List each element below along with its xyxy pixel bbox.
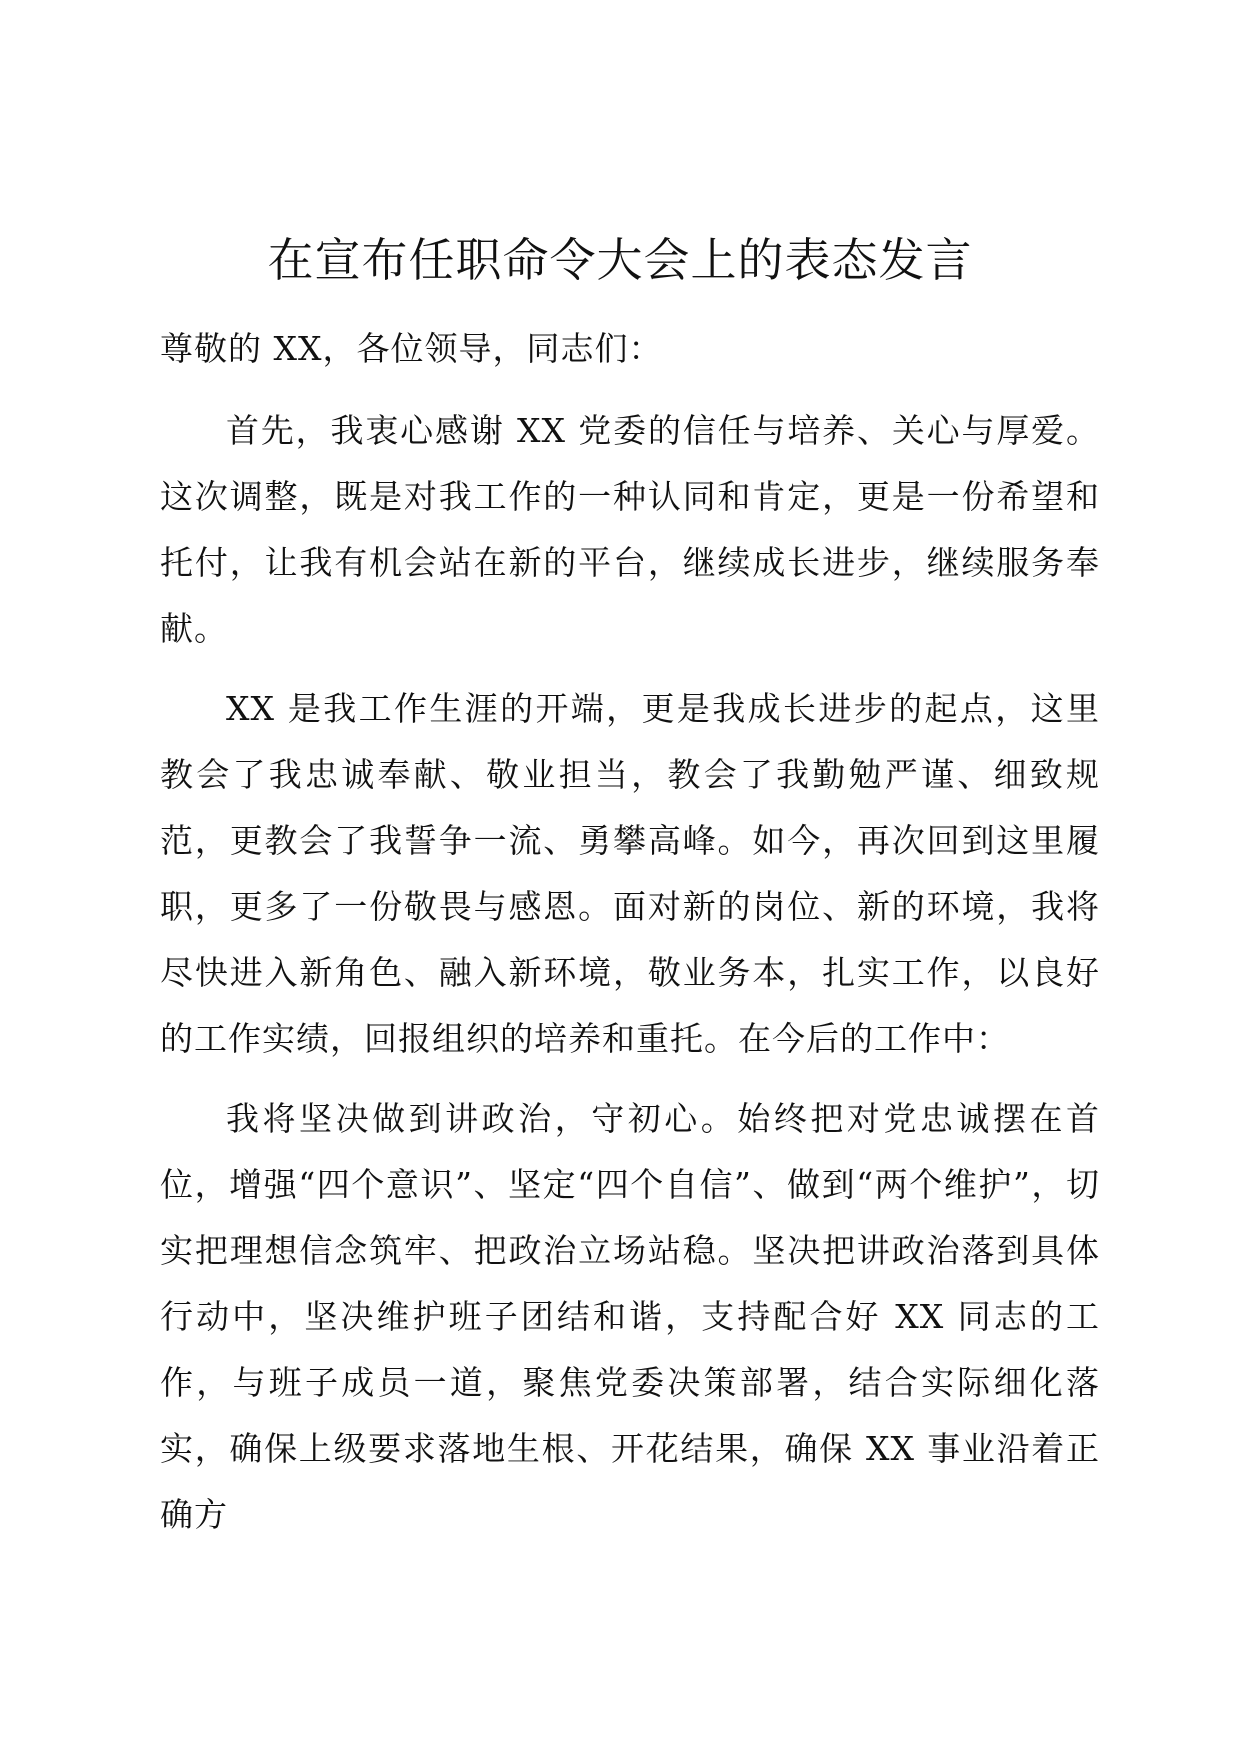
paragraph-gratitude: 首先，我衷心感谢 XX 党委的信任与培养、关心与厚爱。这次调整，既是对我工作的一种认同和肯定，更是一份希望和托付，让我有机会站在新的平台，继续成长进步，继续服务奉献。 — [160, 411, 1100, 648]
paragraph-career-origin: XX 是我工作生涯的开端，更是我成长进步的起点，这里教会了我忠诚奉献、敬业担当，教会了我勤勉严谨、细致规范，更教会了我誓争一流、勇攀高峰。如今，再次回到这里履职，更多了一份敬畏与感恩。面对新的岗位、新的环境，我将尽快进入新角色、融入新环境，敬业务本，扎实工作，以良好的工作实绩，回报组织的培养和重托。在今后的工作中： — [160, 689, 1100, 1058]
paragraph-political-commitment: 我将坚决做到讲政治，守初心。始终把对党忠诚摆在首位，增强“四个意识”、坚定“四个自信”、做到“两个维护”，切实把理想信念筑牢、把政治立场站稳。坚决把讲政治落到具体行动中，坚决维护班子团结和谐，支持配合好 XX 同志的工作，与班子成员一道，聚焦党委决策部署，结合实际细化落实，确保上级要求落地生根、开花结果，确保 XX 事业沿着正确方 — [160, 1099, 1100, 1534]
document-body — [160, 316, 1100, 1562]
document-title: 在宣布任职命令大会上的表态发言 — [267, 233, 973, 287]
salutation: 尊敬的 XX，各位领导，同志们： — [160, 329, 663, 368]
